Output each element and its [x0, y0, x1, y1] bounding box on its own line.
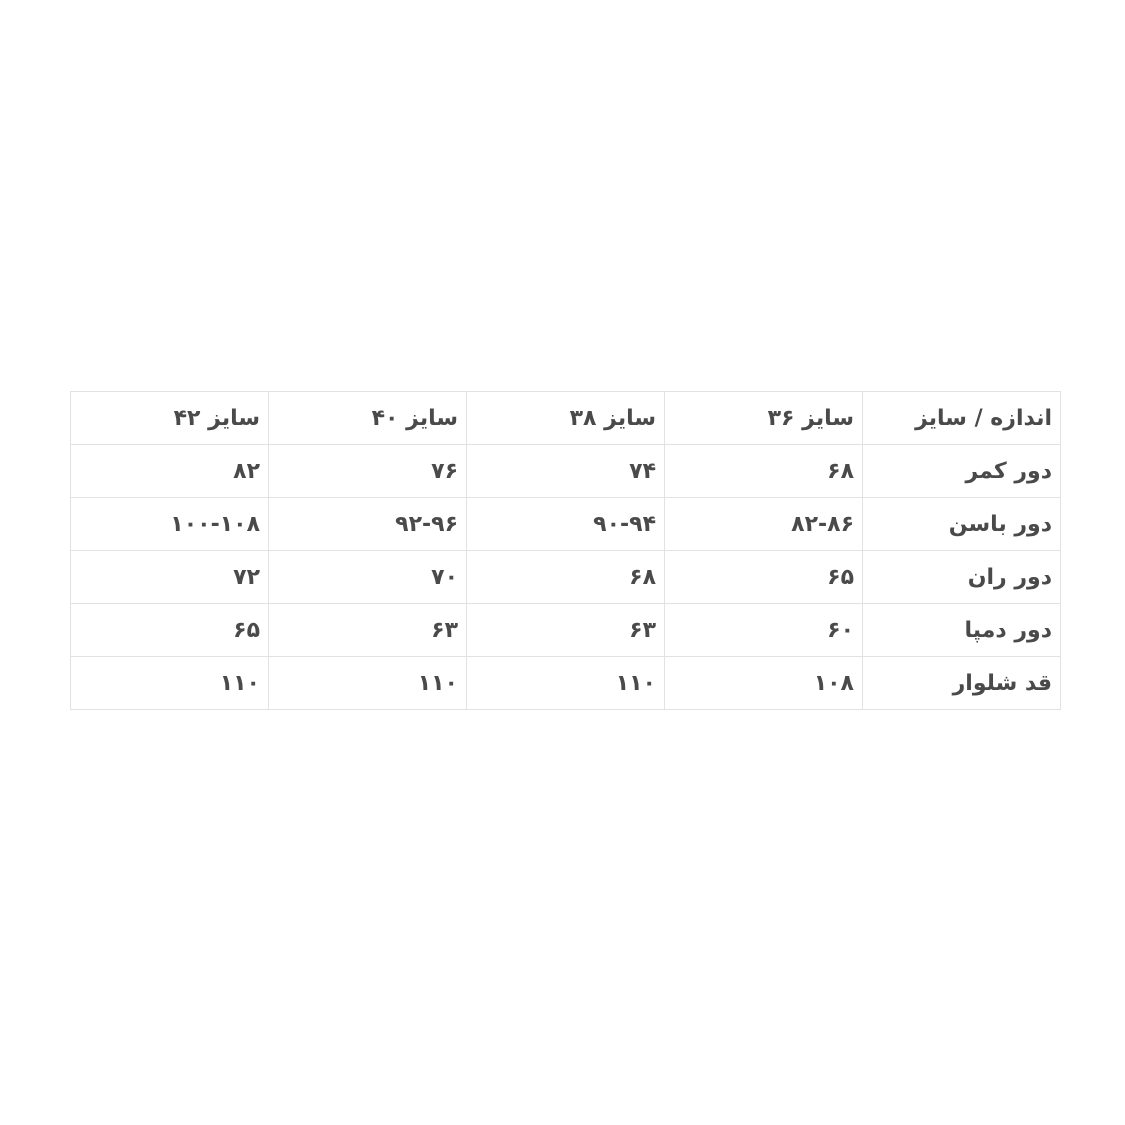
table-cell: ۱۱۰ [467, 657, 665, 710]
table-header-row [71, 392, 1061, 445]
table-row-hem [71, 604, 1061, 657]
table-cell: ۱۰۰-۱۰۸ [71, 498, 269, 551]
header-cell-size-40: سایز ۴۰ [269, 392, 467, 445]
table-row-thigh [71, 551, 1061, 604]
row-label: قد شلوار [863, 657, 1061, 710]
size-chart-table [70, 391, 1061, 710]
table-cell: ۸۲ [71, 445, 269, 498]
table-cell: ۹۲-۹۶ [269, 498, 467, 551]
table-row-length [71, 657, 1061, 710]
table-cell: ۶۳ [269, 604, 467, 657]
table-cell: ۶۰ [665, 604, 863, 657]
table-cell: ۶۵ [71, 604, 269, 657]
table-cell: ۷۲ [71, 551, 269, 604]
header-cell-size-38: سایز ۳۸ [467, 392, 665, 445]
table-cell: ۶۳ [467, 604, 665, 657]
table-cell: ۷۴ [467, 445, 665, 498]
table-cell: ۶۸ [665, 445, 863, 498]
table-cell: ۱۱۰ [71, 657, 269, 710]
header-cell-size-42: سایز ۴۲ [71, 392, 269, 445]
table-cell: ۷۶ [269, 445, 467, 498]
table-cell: ۷۰ [269, 551, 467, 604]
table-cell: ۶۸ [467, 551, 665, 604]
header-cell-size-36: سایز ۳۶ [665, 392, 863, 445]
row-label: دور ران [863, 551, 1061, 604]
table-cell: ۹۰-۹۴ [467, 498, 665, 551]
row-label: دور باسن [863, 498, 1061, 551]
table-cell: ۱۱۰ [269, 657, 467, 710]
row-label: دور دمپا [863, 604, 1061, 657]
table-cell: ۸۲-۸۶ [665, 498, 863, 551]
table-row-waist [71, 445, 1061, 498]
table-cell: ۱۰۸ [665, 657, 863, 710]
row-label: دور کمر [863, 445, 1061, 498]
header-cell-measure-size: اندازه / سایز [863, 392, 1061, 445]
table-cell: ۶۵ [665, 551, 863, 604]
table-row-hip [71, 498, 1061, 551]
